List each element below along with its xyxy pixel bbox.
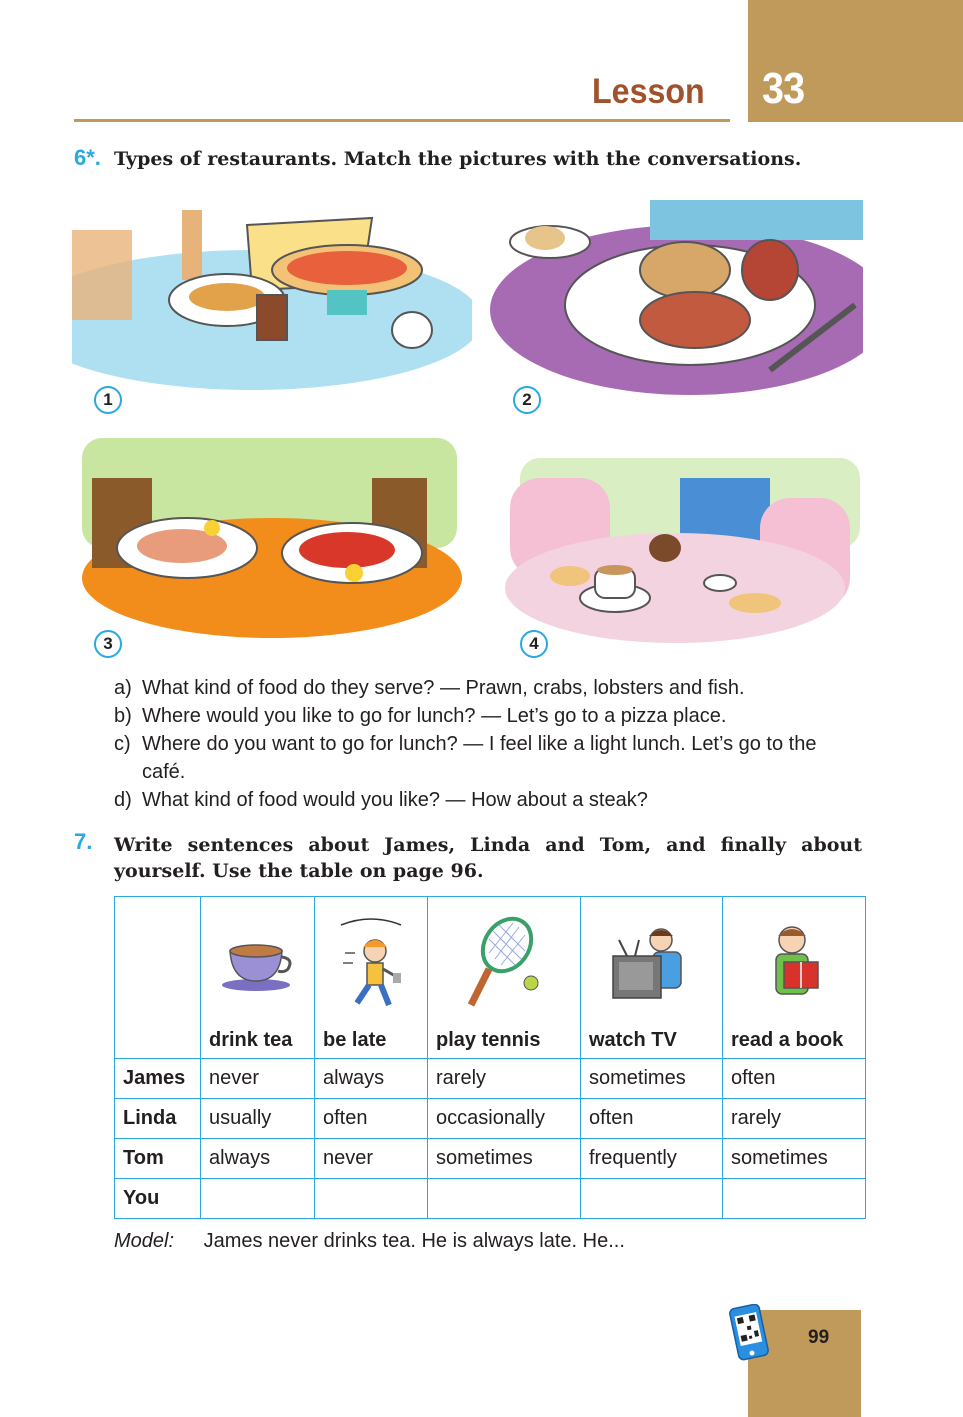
lesson-number: 33 — [762, 64, 805, 113]
column-label: play tennis — [436, 1029, 541, 1051]
column-label: be late — [323, 1029, 387, 1051]
column-play-tennis — [428, 897, 581, 1059]
picture-4-number: 4 — [520, 630, 548, 658]
column-be-late — [315, 897, 428, 1059]
phone-qr-icon — [728, 1304, 774, 1367]
table-corner-cell — [115, 897, 201, 1059]
picture-3-number: 3 — [94, 630, 122, 658]
table-cell — [723, 1179, 866, 1219]
row-name: Linda — [115, 1099, 201, 1139]
running-girl-icon — [323, 910, 419, 1015]
table-cell — [581, 1179, 723, 1219]
column-label: drink tea — [209, 1029, 293, 1051]
model-sentence — [114, 1230, 625, 1253]
table-cell: rarely — [428, 1059, 581, 1099]
conversation-label: b) — [114, 705, 132, 727]
table-cell: often — [581, 1099, 723, 1139]
column-watch-tv — [581, 897, 723, 1059]
model-label: Model: — [114, 1230, 175, 1252]
row-name: James — [115, 1059, 201, 1099]
conversation-label: d) — [114, 789, 132, 811]
header-divider — [74, 119, 730, 122]
conversation-text: What kind of food do they serve? — Prawn, crabs, lobsters and fish. — [142, 677, 745, 699]
table-cell — [315, 1179, 428, 1219]
row-name: Tom — [115, 1139, 201, 1179]
table-cell — [201, 1179, 315, 1219]
exercise-6-number: 6*. — [74, 145, 101, 170]
column-drink-tea — [201, 897, 315, 1059]
table-header-row — [115, 897, 866, 1059]
conversation-label: c) — [114, 733, 131, 755]
conversation-b — [114, 702, 864, 730]
steak-house-illustration — [490, 200, 863, 410]
table-cell: often — [723, 1059, 866, 1099]
column-label: watch TV — [589, 1029, 677, 1051]
table-cell: occasionally — [428, 1099, 581, 1139]
table-cell: never — [315, 1139, 428, 1179]
exercise-7-title: Write sentences about James, Linda and Tom, and finally about yourself. Use the table on page 96. — [114, 834, 862, 882]
reading-boy-icon — [731, 910, 857, 1015]
table-row — [115, 1139, 866, 1179]
conversation-text: Where do you want to go for lunch? — I feel like a light lunch. Let’s go to the café. — [142, 733, 817, 783]
seafood-restaurant-illustration — [72, 428, 472, 654]
table-row — [115, 1179, 866, 1219]
table-cell: rarely — [723, 1099, 866, 1139]
conversation-d — [114, 786, 864, 814]
conversation-c — [114, 730, 864, 786]
table-cell: usually — [201, 1099, 315, 1139]
table-cell: always — [201, 1139, 315, 1179]
conversation-list — [114, 674, 864, 814]
tv-boy-icon — [589, 910, 714, 1015]
table-cell: always — [315, 1059, 428, 1099]
tennis-racket-icon — [436, 910, 572, 1015]
table-row — [115, 1099, 866, 1139]
table-cell: sometimes — [723, 1139, 866, 1179]
table-cell: often — [315, 1099, 428, 1139]
teacup-icon — [209, 910, 306, 1015]
conversation-label: a) — [114, 677, 132, 699]
row-name: You — [115, 1179, 201, 1219]
lesson-heading: Lesson — [592, 72, 705, 111]
column-label: read a book — [731, 1029, 844, 1051]
table-cell: sometimes — [428, 1139, 581, 1179]
page-number: 99 — [808, 1327, 830, 1348]
table-cell: never — [201, 1059, 315, 1099]
column-read-a-book — [723, 897, 866, 1059]
conversation-text: Where would you like to go for lunch? — Let’s go to a pizza place. — [142, 705, 727, 727]
table-cell: sometimes — [581, 1059, 723, 1099]
picture-1-number: 1 — [94, 386, 122, 414]
table-cell — [428, 1179, 581, 1219]
pizza-place-illustration — [72, 200, 472, 410]
model-text: James never drinks tea. He is always late. He... — [203, 1230, 625, 1252]
conversation-a — [114, 674, 864, 702]
exercise-7-number: 7. — [74, 829, 93, 854]
exercise-6-title: Types of restaurants. Match the pictures with the conversations. — [114, 148, 802, 170]
table-row — [115, 1059, 866, 1099]
cafe-illustration — [490, 428, 863, 654]
table-cell: frequently — [581, 1139, 723, 1179]
picture-2-number: 2 — [513, 386, 541, 414]
conversation-text: What kind of food would you like? — How about a steak? — [142, 789, 648, 811]
frequency-table — [114, 896, 866, 1219]
